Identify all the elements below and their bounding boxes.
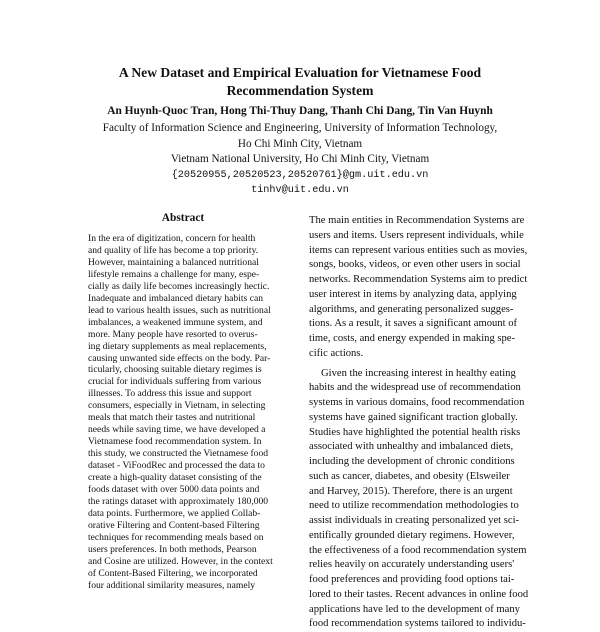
abstract-line: In the era of digitization, concern for health: [88, 233, 278, 245]
abstract-line: data points. Furthermore, we applied Collab-: [88, 508, 278, 520]
abstract-line: consumers, especially in Vietnam, in selecting: [88, 400, 278, 412]
abstract-line: more. Many people have resorted to overus-: [88, 329, 278, 341]
abstract-line: causing unwanted side effects on the body. Par-: [88, 353, 278, 365]
title-line: Recommendation System: [227, 83, 374, 98]
abstract-line: orative Filtering and Content-based Filtering: [88, 520, 278, 532]
abstract-line: of Content-Based Filtering, we incorporated: [88, 568, 278, 580]
abstract-line: create a high-quality dataset consisting of the: [88, 472, 278, 484]
body-line: including the development of chronic conditions: [309, 455, 531, 470]
body-line: networks. Recommendation Systems aim to predict: [309, 273, 531, 288]
paper-title: [60, 64, 540, 100]
abstract-line: ticularly, choosing suitable dietary regimes is: [88, 364, 278, 376]
abstract-line: illnesses. To address this issue and support: [88, 388, 278, 400]
affiliation-block: [40, 121, 560, 199]
body-line: assist individuals in creating personalized yet sci-: [309, 514, 531, 529]
affiliation-line: Faculty of Information Science and Engineering, University of Information Technology,: [40, 121, 560, 137]
abstract-line: four additional similarity measures, namely: [88, 580, 278, 592]
body-line: time, costs, and energy expended in making spe-: [309, 332, 531, 347]
abstract-line: cially as daily life becomes increasingly hectic.: [88, 281, 278, 293]
abstract-line: ing dietary supplements as meal replacements,: [88, 341, 278, 353]
body-line: systems in various domains, food recommendation: [309, 396, 531, 411]
abstract-line: foods dataset with over 5000 data points and: [88, 484, 278, 496]
body-line: cific actions.: [309, 347, 531, 362]
abstract-line: users preferences. In both methods, Pearson: [88, 544, 278, 556]
body-line: and Harvey, 2015). Therefore, there is an urgent: [309, 485, 531, 500]
abstract-line: Inadequate and imbalanced dietary habits can: [88, 293, 278, 305]
author-emails: {20520955,20520523,20520761}@gm.uit.edu.vn: [40, 168, 560, 184]
corresponding-email: tinhv@uit.edu.vn: [40, 183, 560, 199]
body-line: tions. As a result, it saves a significant amount of: [309, 317, 531, 332]
body-line: items can represent various entities such as movies,: [309, 244, 531, 259]
abstract-line: crucial for individuals suffering from various: [88, 376, 278, 388]
body-column-right: [309, 214, 531, 632]
body-line: food recommendation systems tailored to individu-: [309, 617, 531, 632]
body-line: Studies have highlighted the potential health risks: [309, 426, 531, 441]
abstract-line: techniques for recommending meals based on: [88, 532, 278, 544]
abstract-line: and Cosine are utilized. However, in the context: [88, 556, 278, 568]
body-line: The main entities in Recommendation Systems are: [309, 214, 531, 229]
abstract-line: lifestyle remains a challenge for many, espe-: [88, 269, 278, 281]
abstract-line: Vietnamese food recommendation system. In: [88, 436, 278, 448]
abstract-line: However, maintaining a balanced nutritional: [88, 257, 278, 269]
author-list: An Huynh-Quoc Tran, Hong Thi-Thuy Dang, Thanh Chi Dang, Tin Van Huynh: [40, 104, 560, 118]
body-line: entifically grounded dietary regimens. However,: [309, 529, 531, 544]
abstract-line: meals that match their tastes and nutritional: [88, 412, 278, 424]
body-line: associated with unhealthy and imbalanced diets,: [309, 440, 531, 455]
abstract-line: the ratings dataset with approximately 180,000: [88, 496, 278, 508]
body-line: systems have gained significant traction globally.: [309, 411, 531, 426]
affiliation-line: Vietnam National University, Ho Chi Minh City, Vietnam: [40, 152, 560, 168]
title-line: A New Dataset and Empirical Evaluation for Vietnamese Food: [119, 65, 481, 80]
affiliation-line: Ho Chi Minh City, Vietnam: [40, 137, 560, 153]
abstract-line: this study, we constructed the Vietnamese food: [88, 448, 278, 460]
abstract-line: needs while saving time, we have developed a: [88, 424, 278, 436]
body-line: habits and the widespread use of recommendation: [309, 381, 531, 396]
body-line: such as cancer, diabetes, and obesity (Elsweiler: [309, 470, 531, 485]
abstract-line: and quality of life has become a top priority.: [88, 245, 278, 257]
body-line: songs, books, videos, or even other users in social: [309, 258, 531, 273]
body-line: lored to their tastes. Recent advances in online food: [309, 588, 531, 603]
body-line: applications have led to the development of many: [309, 603, 531, 618]
body-line: algorithms, and generating personalized sugges-: [309, 303, 531, 318]
body-line: Given the increasing interest in healthy eating: [309, 367, 531, 382]
body-line: need to utilize recommendation methodologies to: [309, 499, 531, 514]
abstract-heading: Abstract: [88, 211, 278, 225]
abstract-line: lead to various health issues, such as nutritional: [88, 305, 278, 317]
body-line: food preferences and providing food options tai-: [309, 573, 531, 588]
abstract-text: [88, 233, 278, 592]
abstract-line: dataset - ViFoodRec and processed the data to: [88, 460, 278, 472]
body-line: the effectiveness of a food recommendation system: [309, 544, 531, 559]
intro-paragraph-1: [309, 214, 531, 362]
intro-paragraph-2: [309, 367, 531, 632]
body-line: users and items. Users represent individuals, while: [309, 229, 531, 244]
body-line: user interest in items by analyzing data, applying: [309, 288, 531, 303]
abstract-line: imbalances, a weakened immune system, and: [88, 317, 278, 329]
body-line: relies heavily on accurately understanding users': [309, 558, 531, 573]
